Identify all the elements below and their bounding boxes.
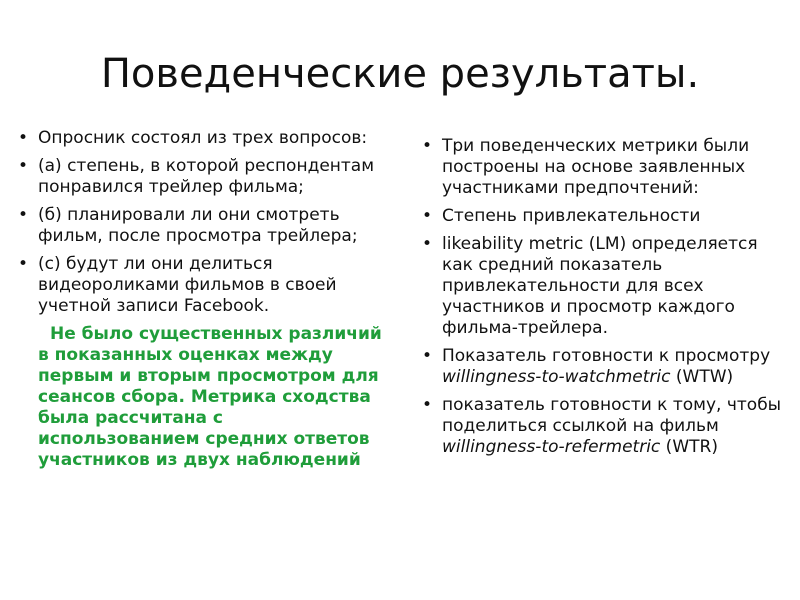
left-bullet-item: • Опросник состоял из трех вопросов:	[16, 128, 386, 149]
left-bullet-item: • (a) степень, в которой респондентам понравился трейлер фильма;	[16, 156, 386, 198]
wtr-text: показатель готовности к тому, чтобы поделиться ссылкой на фильм	[442, 395, 782, 436]
right-bullet-item	[420, 395, 792, 458]
right-bullet-item: • Три поведенческих метрики были построены на основе заявленных участниками предпочтений:	[420, 136, 792, 199]
left-bullet-item: • (c) будут ли они делиться видеороликами фильмов в своей учетной записи Facebook.	[16, 254, 386, 317]
right-bullet-item	[420, 346, 792, 388]
wtr-term: willingness-to-refermetric	[442, 437, 661, 457]
highlight-conclusion: Не было существенных различий в показанных оценках между первым и вторым просмотром для сеансов сбора. Метрика сходства была рассчитана с использованием средних ответов участников из двух наблюдений	[38, 324, 382, 470]
right-bullet-item: • likeability metric (LM) определяется как средний показатель привлекательности для всех участников и просмотр каждого фильма-трейлера.	[420, 234, 792, 339]
wtw-term: willingness-to-watchmetric	[442, 367, 671, 387]
wtr-abbr: (WTR)	[660, 437, 718, 457]
right-bullet-item: • Степень привлекательности	[420, 206, 792, 227]
right-bullet-list	[420, 136, 792, 465]
left-bullet-item: • (б) планировали ли они смотреть фильм, после просмотра трейлера;	[16, 205, 386, 247]
wtw-abbr: (WTW)	[670, 367, 734, 387]
wtw-text: Показатель готовности к просмотру	[442, 346, 771, 366]
slide-title: Поведенческие результаты.	[100, 51, 700, 97]
left-bullet-list	[16, 128, 386, 478]
